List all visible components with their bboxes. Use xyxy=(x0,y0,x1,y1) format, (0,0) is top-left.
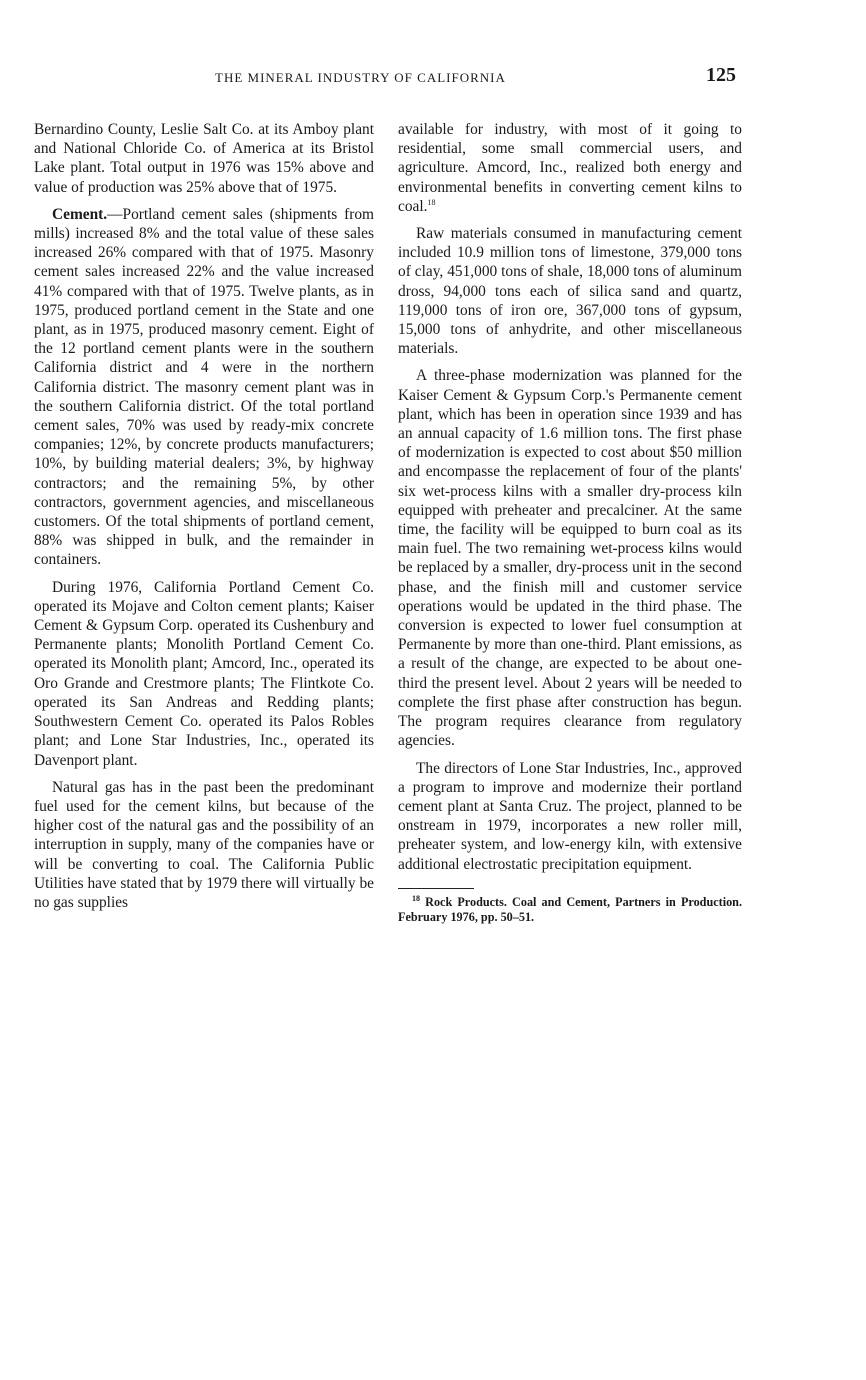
paragraph-cement xyxy=(34,205,374,570)
footnote-number: 18 xyxy=(412,893,420,903)
paragraph-text: —Portland cement sales (shipments from mills) increased 8% and the total value of these sales increased 26% compared with that of 1975. Masonry cement sales increased 22% and the value increased 41% compared with that of 1975. Twelve plants, as in 1975, produced portland cement in the State and one plant, as in 1975, produced masonry cement. Eight of the 12 portland cement plants were in the southern California district and 4 were in the northern California district. The masonry cement plant was in the southern California district. Of the total portland cement sales, 70% was used by ready-mix concrete companies; 12%, by concrete products manufacturers; 10%, by building material dealers; 3%, by highway contractors; and the remaining 5%, by other contractors, government agencies, and miscellaneous customers. Of the total shipments of portland cement, 88% was shipped in bulk, and the remainder in containers. xyxy=(34,205,374,569)
footnote xyxy=(398,895,742,925)
page-number: 125 xyxy=(706,64,736,86)
paragraph: Natural gas has in the past been the predominant fuel used for the cement kilns, but because of the higher cost of the natural gas and the possibility of an interruption in supply, many of the companies have or will be converting to coal. The California Public Utilities have stated that by 1979 there will virtually be no gas supplies xyxy=(34,778,374,911)
paragraph: A three-phase modernization was planned for the Kaiser Cement & Gypsum Corp.'s Permanente cement plant, which has been in operation since 1939 and has an annual capacity of 1.6 million tons. The first phase of modernization is expected to cost about $50 million and encompasse the replacement of four of the plants' six wet-process kilns with a smaller dry-process kiln equipped with preheater and precalciner. At the same time, the facility will be equipped to burn coal as its main fuel. The two remaining wet-process kilns would be replaced by a smaller, dry-process unit in the second phase, and the finish mill and customer service operations would be updated in the third phase. The conversion is expected to lower fuel consumption at Permanente by more than one-third. Plant emissions, as a result of the change, are expected to be about one-third the present level. About 2 years will be needed to complete the first phase after construction has begun. The program requires clearance from regulatory agencies. xyxy=(398,367,742,750)
footnote-reference: 18 xyxy=(427,197,436,207)
paragraph: The directors of Lone Star Industries, Inc., approved a program to improve and modernize their portland cement plant at Santa Cruz. The project, planned to be onstream in 1979, incorporates a new roller mill, preheater system, and low-energy kiln, with extensive additional electrostatic precipitation equipment. xyxy=(398,759,742,873)
right-column xyxy=(398,120,742,925)
paragraph: Raw materials consumed in manufacturing cement included 10.9 million tons of limestone, 379,000 tons of clay, 451,000 tons of shale, 18,000 tons of aluminum dross, 94,000 tons each of silica sand and quartz, 119,000 tons of iron ore, 367,000 tons of gypsum, 15,000 tons of anhydrite, and other miscellaneous materials. xyxy=(398,225,742,358)
left-column xyxy=(34,120,374,920)
running-title: THE MINERAL INDUSTRY OF CALIFORNIA xyxy=(215,70,506,85)
footnote-divider xyxy=(398,888,474,889)
footnote-text: Rock Products. Coal and Cement, Partners in Production. February 1976, pp. 50–51. xyxy=(398,894,742,924)
section-heading-cement: Cement. xyxy=(52,205,108,223)
paragraph-text: available for industry, with most of it going to residential, some small commercial users, and agriculture. Amcord, Inc., realized both energy and environmental benefits in converting cement kilns to coal. xyxy=(398,121,742,215)
paragraph: Bernardino County, Leslie Salt Co. at its Amboy plant and National Chloride Co. of America at its Bristol Lake plant. Total output in 1976 was 15% above and value of production was 25% above that of 1975. xyxy=(34,121,374,196)
paragraph xyxy=(398,120,742,216)
paragraph: During 1976, California Portland Cement Co. operated its Mojave and Colton cement plants; Kaiser Cement & Gypsum Corp. operated its Cushenbury and Permanente plants; Monolith Portland Cement Co. operated its Monolith plant; Amcord, Inc., operated its Oro Grande and Crestmore plants; The Flintkote Co. operated its San Andreas and Redding plants; Southwestern Cement Co. operated its Palos Robles plant; and Lone Star Industries, Inc., operated its Davenport plant. xyxy=(34,578,374,769)
